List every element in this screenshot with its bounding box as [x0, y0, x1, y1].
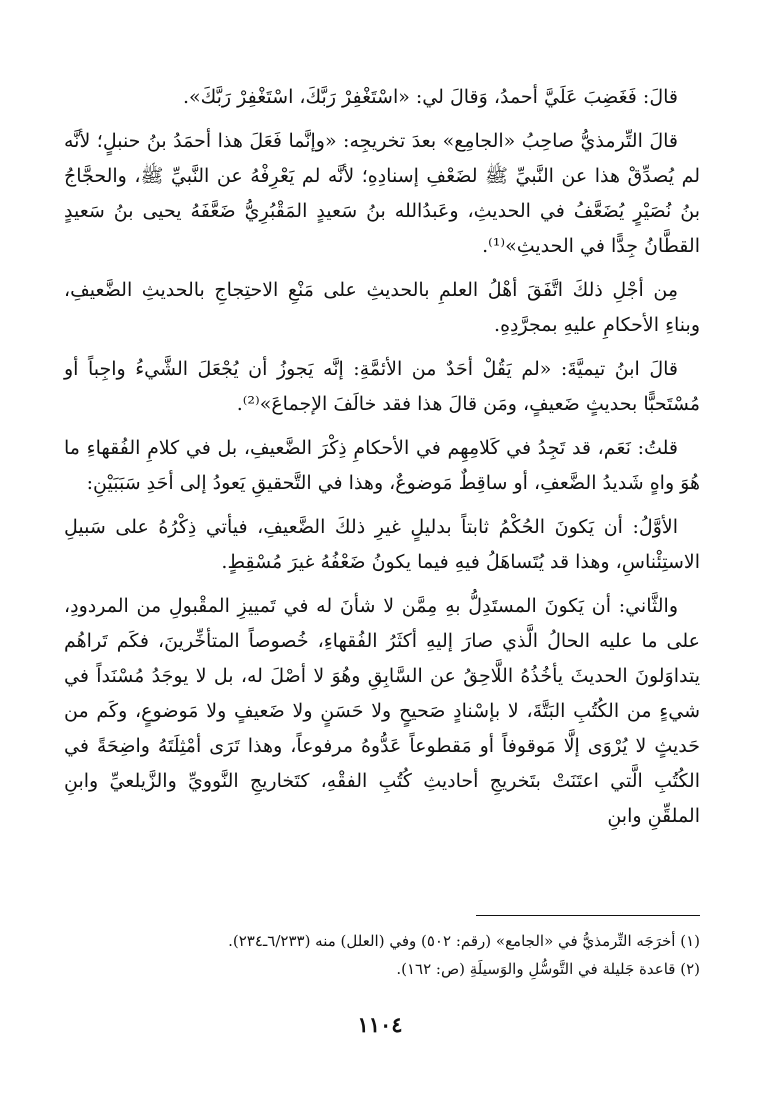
footnote-divider	[476, 915, 700, 916]
page-number: ١١٠٤	[357, 1012, 403, 1037]
paragraph-2: قالَ التِّرمذيُّ صاحِبُ «الجامِع» بعدَ تخريجِه: «وإنَّما فَعَلَ هذا أحمَدُ بنُ حنبلٍ؛ لأنَّه لم يُصدِّقْ هذا عن النَّبيِّ ﷺ لضَعْفِ إسنادِهِ؛ لأنَّه لم يَعْرِفْهُ عن النَّبيِّ ﷺ، والحجَّاجُ بنُ نُصَيْرٍ يُضَعَّفُ في الحديثِ، وعَبدُالله بنُ سَعيدٍ المَقْبُرِيُّ ضَعَّفَهُ يحيى بنُ سَعيدٍ القطَّانُ جِدًّا في الحديثِ»⁽¹⁾.	[64, 130, 700, 257]
paragraph-5: قلتُ: نَعَم، قد تَجِدُ في كَلامِهِم في الأحكامِ ذِكْرَ الضَّعيفِ، بل في كلامِ الفُقهاءِ ما هُوَ واهٍ شَديدُ الضَّعفِ، أو ساقِطٌ مَوضوعٌ، وهذا في التَّحقيقِ يَعودُ إلى أحَدِ سَبَبَيْنِ:	[64, 437, 700, 494]
paragraph-7: والثَّاني: أن يَكونَ المستَدِلُّ بهِ مِمَّن لا شأنَ له في تَمييزِ المقْبولِ من المردودِ، على ما عليه الحالُ الَّذي صارَ إليهِ أكثَرُ الفُقهاءِ، خُصوصاً المتأخِّرينَ، فكَم تَراهُم يتداوَلونَ الحديثَ يأخُذُهُ اللَّاحِقُ عن السَّابِقِ وهُوَ لا أصْلَ له، بل لا يوجَدُ مُسْنَداً في شيءٍ من الكُتُبِ البَتَّةَ، لا بإسْنادٍ صَحيحٍ ولا حَسَنٍ ولا ضَعيفٍ ولا مَوضوعٍ، وكَم من حَديثٍ لا يُرْوَى إلَّا مَوقوفاً أو مَقطوعاً عَدُّوهُ مرفوعاً، وهذا تَرَى أمْثِلَتَهُ واضِحَةً في الكُتُبِ الَّتي اعتَنَتْ بتَخريجِ أحاديثِ كُتُبِ الفقْهِ، كتَخاريجِ النَّوويِّ والزَّيلعيِّ وابنِ الملقِّنِ وابنِ	[64, 595, 700, 827]
footnote-2: (٢) قاعدة جَليلة في التَّوسُّلِ والوَسيلَةِ (ص: ١٦٢).	[396, 960, 700, 978]
paragraph-4: قالَ ابنُ تيميَّةَ: «لم يَقُلْ أحَدٌ من الأئمَّةِ: إنَّه يَجوزُ أن يُجْعَلَ الشَّيءُ واجِباً أو مُسْتَحبًّا بحديثٍ ضَعيفٍ، ومَن قالَ هذا فقد خالَفَ الإجماعَ»⁽²⁾.	[64, 358, 700, 415]
footnotes	[64, 928, 700, 984]
paragraph-6: الأوَّلُ: أن يَكونَ الحُكْمُ ثابتاً بدليلٍ غيرِ ذلكَ الضَّعيفِ، فيأتي ذِكْرُهُ على سَبيلِ الاستِئْناسِ، وهذا قد يُتَساهَلُ فيهِ فيما يكونُ ضَعْفُهُ غيرَ مُسْقِطٍ.	[64, 516, 700, 573]
paragraph-3: مِن أجْلِ ذلكَ اتَّفَقَ أهْلُ العلمِ بالحديثِ على مَنْعِ الاحتِجاجِ بالحديثِ الضَّعيفِ، وبناءِ الأحكامِ عليهِ بمجرَّدِهِ.	[64, 279, 700, 336]
page-body	[64, 80, 700, 843]
paragraph-1: قالَ: فَغَضِبَ عَلَيَّ أحمدُ، وَقالَ لي: «اسْتَغْفِرْ رَبَّكَ، اسْتَغْفِرْ رَبَّكَ».	[182, 86, 678, 108]
footnote-1: (١) أخرَجَه التِّرمذيُّ في «الجامع» (رقم: ٥٠٢) وفي (العلل) منه (٦/٢٣٣ـ٢٣٤).	[228, 932, 700, 950]
